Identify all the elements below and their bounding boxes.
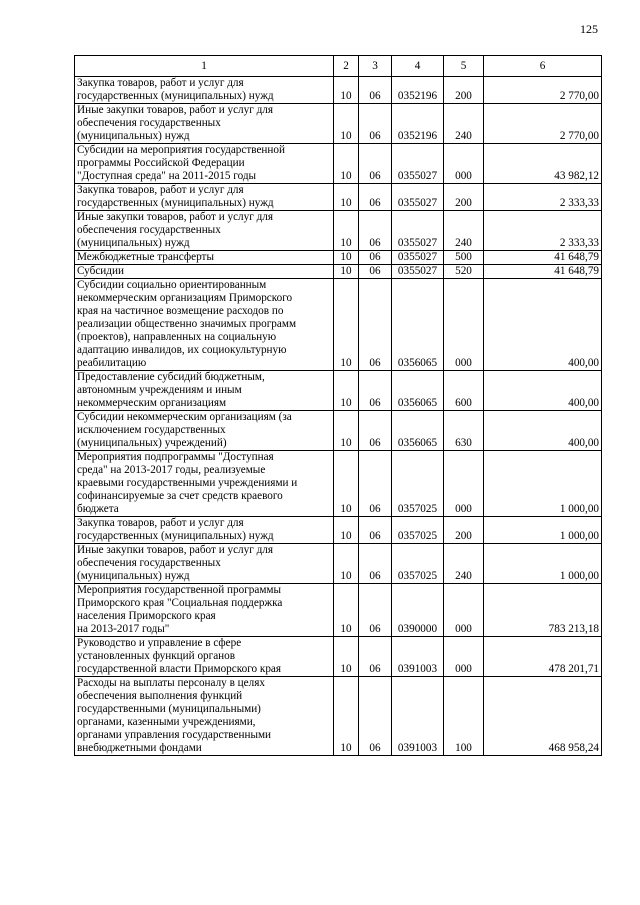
cell-expense-type: 000: [455, 623, 472, 635]
table-row: [75, 144, 602, 184]
header-row: [75, 56, 602, 77]
table-row: [75, 637, 602, 677]
cell-amount: 41 648,79: [554, 265, 599, 277]
cell-section: 10: [340, 742, 352, 754]
cell-expense-type: 240: [455, 237, 472, 249]
cell-section: 10: [340, 623, 352, 635]
table-row: [75, 517, 602, 544]
cell-amount: 2 333,33: [559, 197, 599, 209]
cell-target-code: 0356065: [397, 437, 438, 449]
table-row: [75, 251, 602, 265]
cell-expense-type: 240: [455, 570, 472, 582]
cell-amount: 478 201,71: [548, 663, 599, 675]
cell-subsection: 06: [369, 742, 381, 754]
table-row: [75, 104, 602, 144]
cell-subsection: 06: [369, 530, 381, 542]
cell-subsection: 06: [369, 397, 381, 409]
cell-target-code: 0356065: [397, 397, 438, 409]
cell-target-code: 0357025: [397, 570, 438, 582]
cell-expense-type: 100: [455, 742, 472, 754]
cell-section: 10: [340, 130, 352, 142]
row-name: Субсидии некоммерческим организациям (за исключением государственных (муниципальных) учреждений): [77, 411, 292, 449]
cell-section: 10: [340, 663, 352, 675]
row-name: Мероприятия подпрограммы "Доступная среда" на 2013-2017 годы, реализуемые краевыми государственными учреждениями и софинансируемые за счет средств краевого бюджета: [77, 451, 298, 515]
row-name: Закупка товаров, работ и услуг для государственных (муниципальных) нужд: [77, 517, 274, 542]
table-row: [75, 411, 602, 451]
cell-expense-type: 200: [455, 197, 472, 209]
cell-target-code: 0352196: [397, 90, 438, 102]
cell-expense-type: 630: [455, 437, 472, 449]
cell-subsection: 06: [369, 570, 381, 582]
cell-amount: 1 000,00: [559, 503, 599, 515]
column-header: 3: [359, 56, 392, 77]
row-name: Расходы на выплаты персоналу в целях обеспечения выполнения функций государственными (муниципальными) органами, казенными учреждениями, органами управления государственными внебюджетными фондами: [77, 677, 272, 754]
row-name: Субсидии социально ориентированным некоммерческим организациям Приморского края на частичное возмещение расходов по реализации общественно значимых программ (проектов), направленных на социальную адаптацию инвалидов, их социокультурную реабилитацию: [77, 279, 297, 369]
cell-subsection: 06: [369, 90, 381, 102]
cell-target-code: 0357025: [397, 503, 438, 515]
cell-target-code: 0355027: [397, 265, 438, 277]
cell-amount: 468 958,24: [548, 742, 599, 754]
row-name: Межбюджетные трансферты: [77, 251, 214, 263]
cell-subsection: 06: [369, 663, 381, 675]
cell-target-code: 0355027: [397, 237, 438, 249]
cell-expense-type: 200: [455, 90, 472, 102]
cell-amount: 400,00: [568, 437, 599, 449]
cell-subsection: 06: [369, 170, 381, 182]
cell-amount: 43 982,12: [554, 170, 599, 182]
row-name: Руководство и управление в сфере установленных функций органов государственной власти Приморского края: [77, 637, 282, 675]
row-name: Закупка товаров, работ и услуг для государственных (муниципальных) нужд: [77, 184, 274, 209]
cell-subsection: 06: [369, 130, 381, 142]
table-row: [75, 584, 602, 637]
cell-expense-type: 240: [455, 130, 472, 142]
cell-target-code: 0357025: [397, 530, 438, 542]
table-row: [75, 371, 602, 411]
row-name: Иные закупки товаров, работ и услуг для обеспечения государственных (муниципальных) нужд: [77, 104, 274, 142]
cell-section: 10: [340, 251, 352, 263]
cell-expense-type: 500: [455, 251, 472, 263]
cell-target-code: 0356065: [397, 357, 438, 369]
table-row: [75, 265, 602, 279]
cell-section: 10: [340, 530, 352, 542]
cell-section: 10: [340, 570, 352, 582]
cell-amount: 1 000,00: [559, 570, 599, 582]
cell-subsection: 06: [369, 251, 381, 263]
cell-subsection: 06: [369, 623, 381, 635]
cell-target-code: 0390000: [397, 623, 438, 635]
cell-target-code: 0355027: [397, 251, 438, 263]
column-header: 6: [484, 56, 602, 77]
column-header: 1: [75, 56, 334, 77]
cell-expense-type: 000: [455, 357, 472, 369]
table-row: [75, 451, 602, 517]
cell-section: 10: [340, 90, 352, 102]
cell-section: 10: [340, 237, 352, 249]
cell-expense-type: 000: [455, 503, 472, 515]
table-row: [75, 184, 602, 211]
row-name: Субсидии на мероприятия государственной программы Российской Федерации "Доступная среда" на 2011-2015 годы: [77, 144, 285, 182]
cell-section: 10: [340, 357, 352, 369]
cell-expense-type: 000: [455, 170, 472, 182]
table-row: [75, 279, 602, 371]
table-row: [75, 77, 602, 104]
cell-expense-type: 600: [455, 397, 472, 409]
cell-section: 10: [340, 265, 352, 277]
cell-section: 10: [340, 397, 352, 409]
cell-amount: 1 000,00: [559, 530, 599, 542]
cell-section: 10: [340, 170, 352, 182]
cell-target-code: 0352196: [397, 130, 438, 142]
page-number: 125: [580, 22, 598, 36]
cell-section: 10: [340, 197, 352, 209]
table-row: [75, 544, 602, 584]
cell-amount: 783 213,18: [548, 623, 599, 635]
column-header: 5: [444, 56, 484, 77]
cell-subsection: 06: [369, 197, 381, 209]
row-name: Закупка товаров, работ и услуг для государственных (муниципальных) нужд: [77, 77, 274, 102]
row-name: Мероприятия государственной программы Приморского края "Социальная поддержка населения Приморского края на 2013-2017 годы": [77, 584, 283, 635]
cell-expense-type: 200: [455, 530, 472, 542]
cell-expense-type: 520: [455, 265, 472, 277]
cell-subsection: 06: [369, 265, 381, 277]
cell-subsection: 06: [369, 437, 381, 449]
cell-subsection: 06: [369, 237, 381, 249]
cell-target-code: 0355027: [397, 170, 438, 182]
row-name: Иные закупки товаров, работ и услуг для обеспечения государственных (муниципальных) нужд: [77, 544, 274, 582]
column-header: 4: [392, 56, 444, 77]
cell-subsection: 06: [369, 503, 381, 515]
row-name: Иные закупки товаров, работ и услуг для обеспечения государственных (муниципальных) нужд: [77, 211, 274, 249]
cell-amount: 400,00: [568, 397, 599, 409]
budget-table: [74, 55, 602, 756]
cell-amount: 41 648,79: [554, 251, 599, 263]
cell-section: 10: [340, 437, 352, 449]
row-name: Субсидии: [77, 265, 124, 277]
cell-target-code: 0391003: [397, 742, 438, 754]
row-name: Предоставление субсидий бюджетным, автономным учреждениям и иным некоммерческим организациям: [77, 371, 265, 409]
cell-amount: 400,00: [568, 357, 599, 369]
cell-amount: 2 333,33: [559, 237, 599, 249]
cell-amount: 2 770,00: [559, 90, 599, 102]
cell-subsection: 06: [369, 357, 381, 369]
cell-target-code: 0355027: [397, 197, 438, 209]
cell-target-code: 0391003: [397, 663, 438, 675]
column-header: 2: [334, 56, 359, 77]
table-row: [75, 211, 602, 251]
cell-section: 10: [340, 503, 352, 515]
cell-expense-type: 000: [455, 663, 472, 675]
table-row: [75, 677, 602, 756]
cell-amount: 2 770,00: [559, 130, 599, 142]
